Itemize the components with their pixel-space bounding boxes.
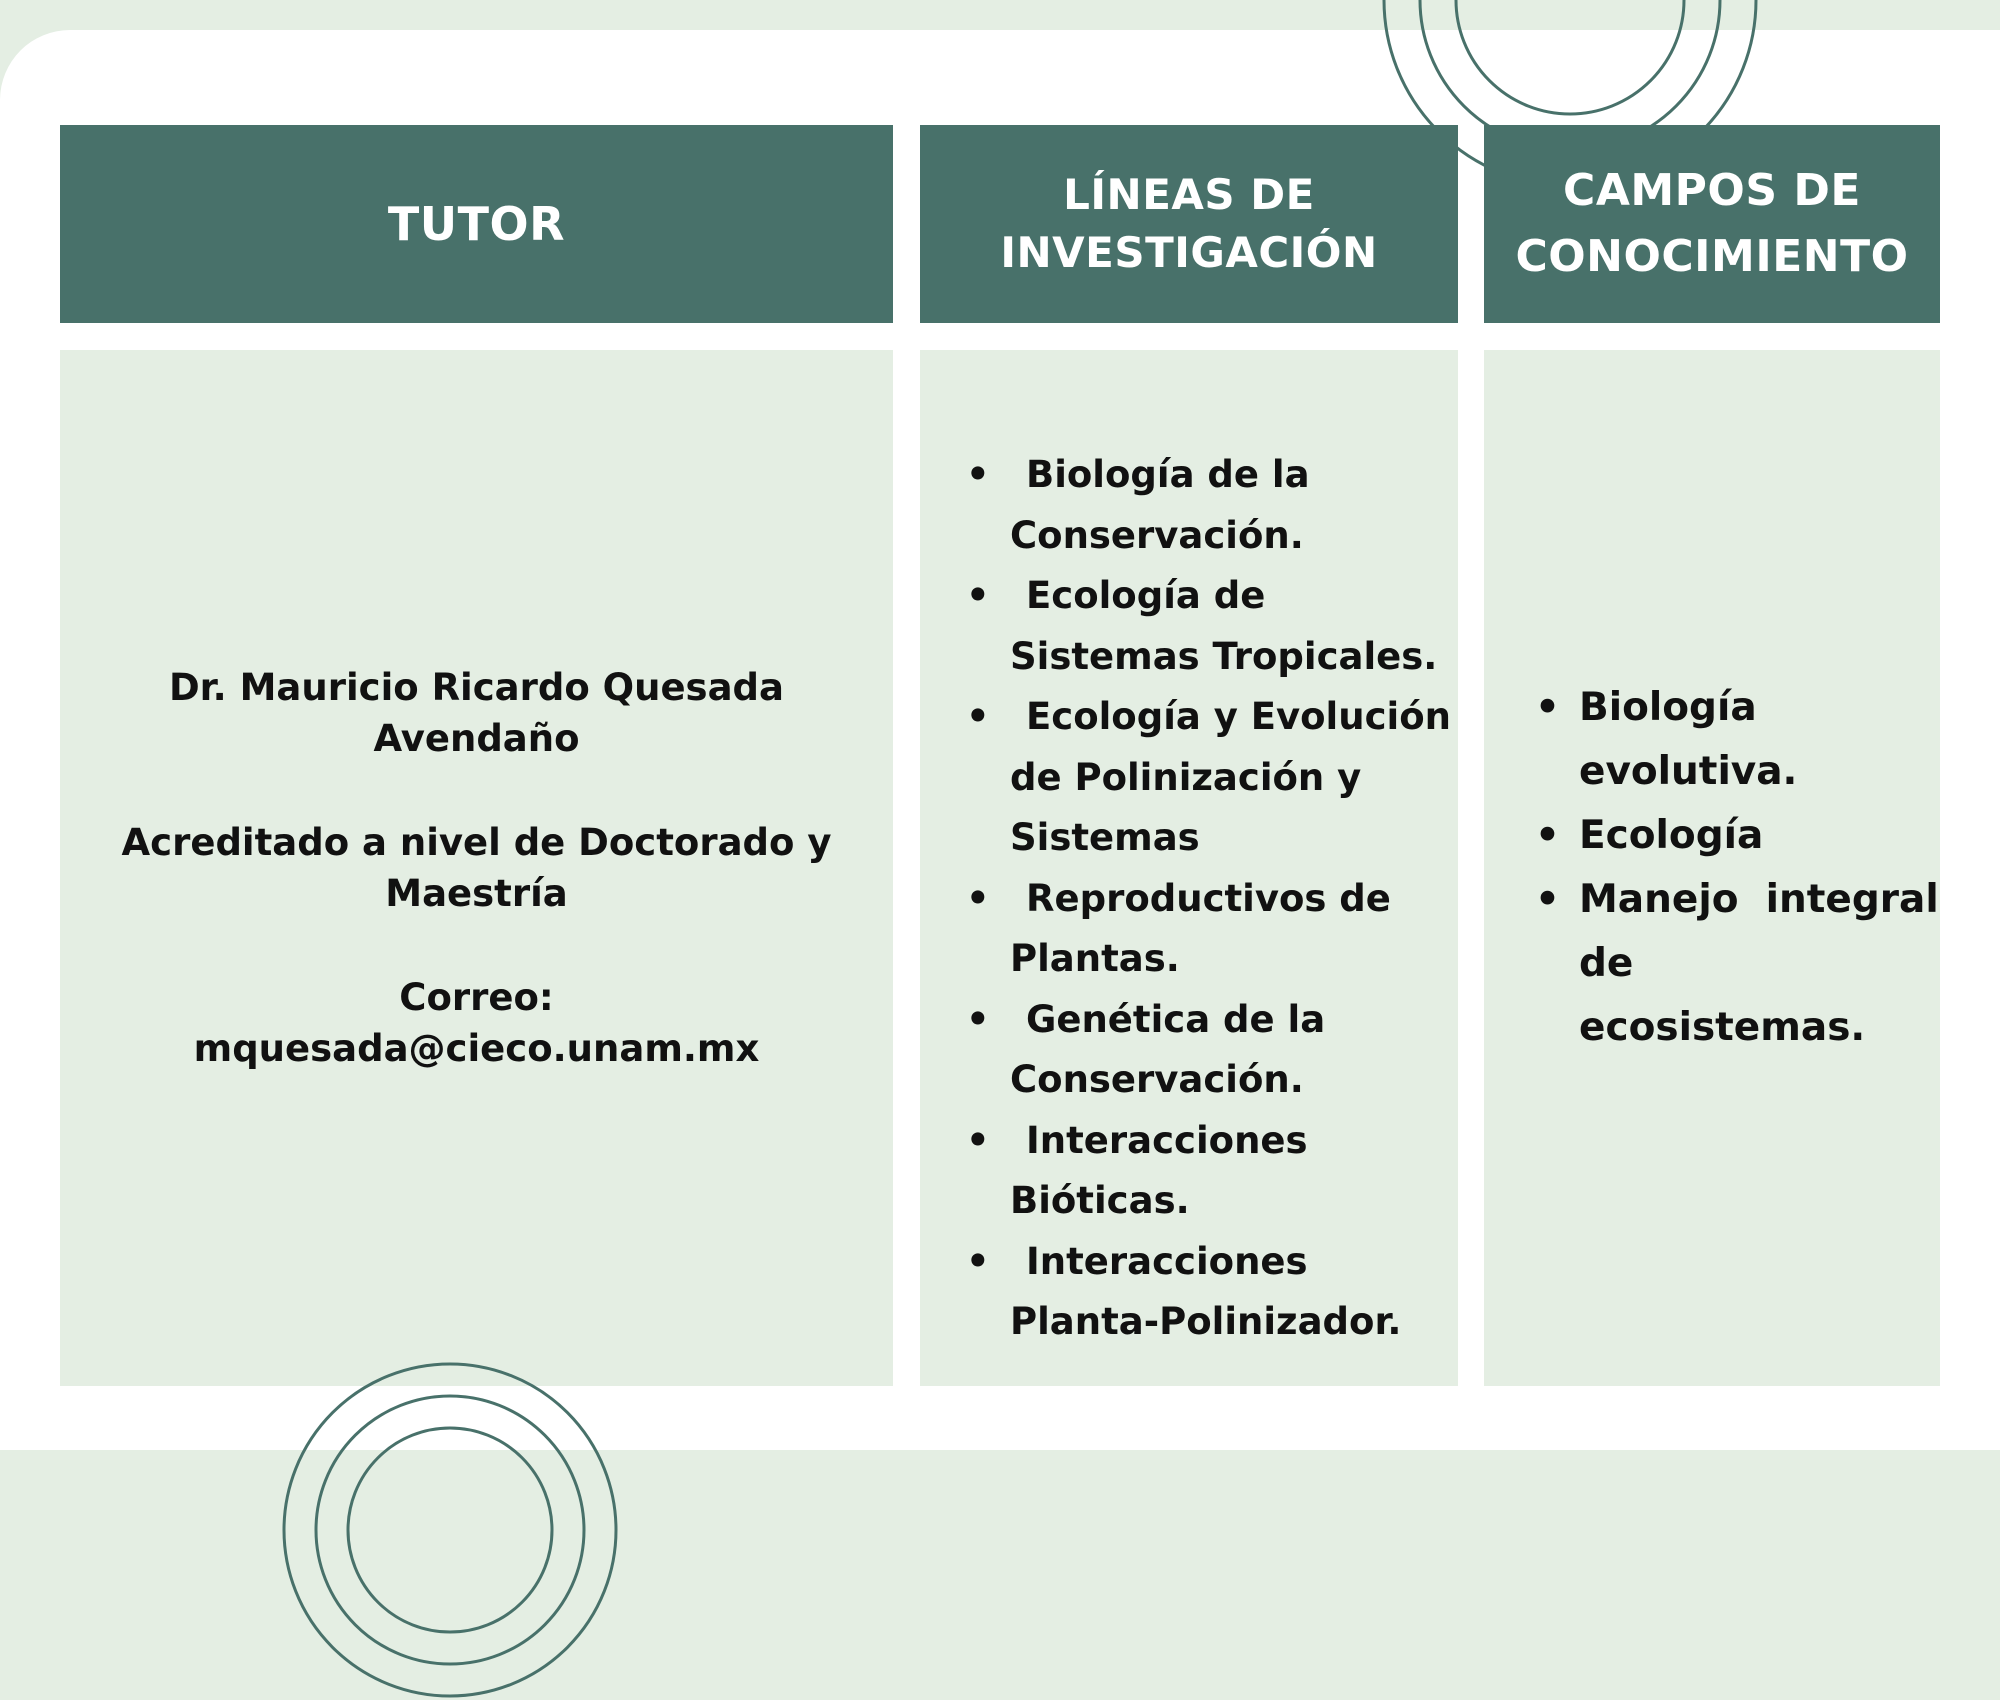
lineas-cell <box>920 350 1458 1386</box>
list-item <box>966 687 1458 869</box>
list-item-line: Conservación. <box>1010 1058 1304 1101</box>
bullet-icon: • <box>966 876 990 920</box>
list-item <box>966 1232 1458 1353</box>
list-item-line: Genética de la <box>1026 997 1326 1041</box>
list-item-line: Biología <box>1579 685 1757 730</box>
list-item <box>966 445 1458 566</box>
tutor-cell <box>60 350 893 1386</box>
header-campos <box>1484 125 1940 323</box>
list-item-line: ecosistemas. <box>1579 1005 1866 1050</box>
header-campos-line2: CONOCIMIENTO <box>1515 231 1909 282</box>
list-item <box>966 566 1458 687</box>
list-item <box>1535 676 1920 804</box>
bullet-icon: • <box>966 453 990 496</box>
tutor-accreditation-line2: Maestría <box>385 872 568 915</box>
header-campos-line1: CAMPOS DE <box>1563 165 1861 216</box>
bullet-icon: • <box>1535 813 1560 858</box>
bullet-icon: • <box>966 997 990 1041</box>
list-item-line: Bióticas. <box>1010 1179 1190 1222</box>
bullet-icon: • <box>966 1239 990 1283</box>
lineas-list <box>920 445 1458 1353</box>
list-item-line: Biología de la <box>1026 453 1310 496</box>
bullet-icon: • <box>1535 685 1560 730</box>
list-item-line: Planta-Polinizador. <box>1010 1300 1402 1343</box>
decorative-rings-bottom <box>280 1360 620 1700</box>
header-lineas-line2: INVESTIGACIÓN <box>1000 228 1378 277</box>
list-item-line: Sistemas <box>1010 816 1200 859</box>
list-item <box>966 869 1458 990</box>
header-lineas <box>920 125 1458 323</box>
list-item <box>966 1111 1458 1232</box>
white-card <box>0 30 2000 1450</box>
campos-list <box>1484 676 1940 1060</box>
tutor-email: mquesada@cieco.unam.mx <box>193 1027 760 1070</box>
bullet-icon: • <box>966 1118 990 1162</box>
list-item-line: Sistemas Tropicales. <box>1010 634 1438 678</box>
list-item <box>1535 868 1939 1060</box>
bullet-icon: • <box>966 574 990 617</box>
tutor-email-label: Correo: <box>399 976 554 1019</box>
bullet-icon: • <box>1535 877 1560 922</box>
tutor-name-line1: Dr. Mauricio Ricardo Quesada <box>168 666 785 709</box>
list-item-line: Plantas. <box>1010 937 1180 980</box>
tutor-accreditation-line1: Acreditado a nivel de Doctorado y <box>121 821 832 864</box>
list-item-line: Interacciones <box>1026 1118 1308 1162</box>
list-item <box>966 990 1458 1111</box>
list-item <box>1535 804 1920 868</box>
list-item-line: evolutiva. <box>1579 749 1798 794</box>
list-item-line: de <box>1579 941 1634 986</box>
list-item-line: Ecología <box>1579 813 1764 858</box>
list-item-line: de Polinización y <box>1010 755 1362 799</box>
list-item-line: Manejo integral <box>1579 877 1939 922</box>
list-item-line: Conservación. <box>1010 513 1304 557</box>
header-lineas-line1: LÍNEAS DE <box>1063 170 1315 219</box>
list-item-line: Ecología y Evolución <box>1026 695 1451 738</box>
list-item-line: Reproductivos de <box>1026 876 1391 920</box>
campos-cell <box>1484 350 1940 1386</box>
tutor-name-line2: Avendaño <box>373 717 580 760</box>
list-item-line: Ecología de <box>1026 574 1266 617</box>
list-item-line: Interacciones <box>1026 1239 1308 1283</box>
header-tutor-label: TUTOR <box>387 197 566 251</box>
header-tutor <box>60 125 893 323</box>
bullet-icon: • <box>966 695 990 738</box>
